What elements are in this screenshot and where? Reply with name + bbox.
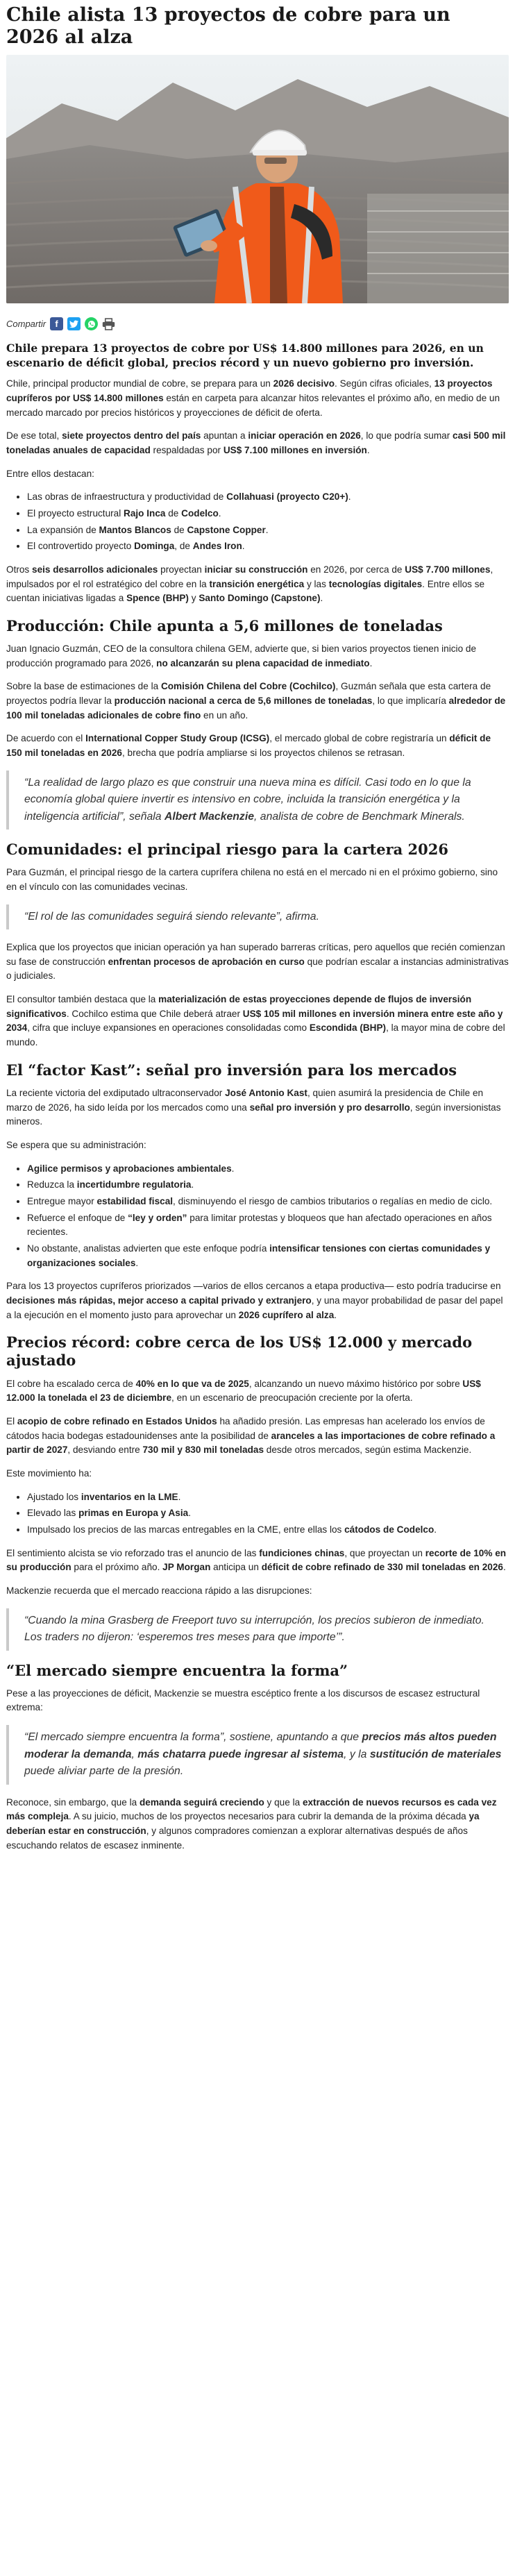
paragraph: De acuerdo con el International Copper Study Group (ICSG), el mercado global de cobre registraría un déficit de 150 mil toneladas en 2026, brecha que podría ampliarse si los proyectos chilenos se retrasan. <box>6 733 491 758</box>
paragraph: Otros seis desarrollos adicionales proyectan iniciar su construcción en 2026, por cerca de US$ 7.700 millones, impulsados por el rol estratégico del cobre en la transición energética y las tecnologías digitales. Entre ellos se cuentan iniciativas ligadas a Spence (BHP) y Santo Domingo (Capstone). <box>6 564 493 604</box>
list-item: • Reduzca la incertidumbre regulatoria. <box>27 1178 509 1193</box>
list-item: • Refuerce el enfoque de “ley y orden” para limitar protestas y bloqueos que han afectado operaciones en años recientes. <box>27 1211 509 1240</box>
paragraph: Para los 13 proyectos cupríferos priorizados —varios de ellos cercanos a etapa productiva— esto podría traducirse en decisiones más rápidas, mejor acceso a capital privado y extranjero, y una mayor probabilidad de pasar del papel a la ejecución en el momento justo para aprovechar un 2026 cuprífero al alza. <box>6 1281 503 1320</box>
quote-mackenzie: “La realidad de largo plazo es que construir una nueva mina es difícil. Casi todo en lo que la economía global quiere invertir es intensivo en cobre, incluida la transición energética y la inteligencia artificial”, señala Albert Mackenzie, analista de cobre de Benchmark Minerals. <box>6 771 509 830</box>
paragraph: De ese total, siete proyectos dentro del país apuntan a iniciar operación en 2026, lo que podría sumar casi 500 mil toneladas anuales de capacidad respaldadas por US$ 7.100 millones en inversión. <box>6 430 506 455</box>
section-heading-production: Producción: Chile apunta a 5,6 millones de toneladas <box>6 616 443 634</box>
list-item: • Agilice permisos y aprobaciones ambientales. <box>27 1162 509 1177</box>
list-item: • Impulsado los precios de las marcas entregables en la CME, entre ellas los cátodos de Codelco. <box>27 1523 509 1538</box>
paragraph: Mackenzie recuerda que el mercado reacciona rápido a las disrupciones: <box>6 1585 312 1596</box>
paragraph: Reconoce, sin embargo, que la demanda seguirá creciendo y que la extracción de nuevos recursos es cada vez más compleja. A su juicio, muchos de los proyectos necesarios para cubrir la demanda de la próxima década ya deberían estar en construcción, y algunos compradores comienzan a explorar alternativas después de años escuchando relatos de escasez inminente. <box>6 1796 497 1851</box>
section-heading-prices: Precios récord: cobre cerca de los US$ 12.000 y mercado ajustado <box>6 1333 473 1370</box>
paragraph: El consultor también destaca que la materialización de estas proyecciones depende de flujos de inversión significativos. Cochilco estima que Chile deberá atraer US$ 105 mil millones en inversión minera entre este año y 2034, cifra que incluye expansiones en operaciones consolidadas como Escondida (BHP), la mayor mina de cobre del mundo. <box>6 994 505 1048</box>
list-item: • Las obras de infraestructura y productividad de Collahuasi (proyecto C20+). <box>27 490 509 505</box>
quote-guzman: “El rol de las comunidades seguirá siendo relevante”, afirma. <box>6 904 509 929</box>
paragraph: Para Guzmán, el principal riesgo de la cartera cuprífera chilena no está en el mercado ni en el próximo gobierno, sino en el vínculo con las comunidades vecinas. <box>6 867 498 893</box>
facebook-icon[interactable]: f <box>50 317 63 330</box>
section-heading-market: “El mercado siempre encuentra la forma” <box>6 1661 348 1679</box>
mine-worker-illustration <box>6 55 509 303</box>
paragraph: Juan Ignacio Guzmán, CEO de la consultora chilena GEM, advierte que, si bien varios proyectos tienen inicio de producción programado para 2026, no alcanzarán su plena capacidad de inmediato. <box>6 643 477 668</box>
section-heading-kast: El “factor Kast”: señal pro inversión para los mercados <box>6 1061 457 1079</box>
list-intro: Entre ellos destacan: <box>6 468 94 479</box>
list-item: • Ajustado los inventarios en la LME. <box>27 1490 509 1505</box>
list-item: • El controvertido proyecto Dominga, de Andes Iron. <box>27 539 509 554</box>
paragraph: El acopio de cobre refinado en Estados Unidos ha añadido presión. Las empresas han acelerado los envíos de cátodos hacia bodegas estadounidenses ante la posibilidad de aranceles a las importaciones de cobre refinado a partir de 2027, desviando entre 730 mil y 830 mil toneladas desde otros mercados, según estima Mackenzie. <box>6 1416 496 1456</box>
paragraph: El sentimiento alcista se vio reforzado tras el anuncio de las fundiciones chinas, que proyectan un recorte de 10% en su producción para el próximo año. JP Morgan anticipa un déficit de cobre refinado de 330 mil toneladas en 2026. <box>6 1547 507 1573</box>
paragraph: Chile, principal productor mundial de cobre, se prepara para un 2026 decisivo. Según cifras oficiales, 13 proyectos cupríferos por US$ 14.800 millones están en carpeta para alcanzar hitos relevantes el próximo año, en medio de un mercado marcado por precios históricos y proyecciones de déficit de oferta. <box>6 378 500 418</box>
share-label: Compartir <box>6 318 47 329</box>
paragraph: Sobre la base de estimaciones de la Comisión Chilena del Cobre (Cochilco), Guzmán señala que esta cartera de proyectos podría llevar la producción nacional a cerca de 5,6 millones de toneladas, lo que implicaría alrededor de 100 mil toneladas adicionales de cobre fino en un año. <box>6 681 506 721</box>
paragraph: Pese a las proyecciones de déficit, Mackenzie se muestra escéptico frente a los discursos de escasez estructural extrema: <box>6 1687 480 1713</box>
twitter-icon[interactable] <box>67 317 81 330</box>
list-item: • La expansión de Mantos Blancos de Capstone Copper. <box>27 523 509 538</box>
quote-grasberg: “Cuando la mina Grasberg de Freeport tuvo su interrupción, los precios subieron de inmediato. Los traders no dijeron: ‘esperemos tres meses para que importe’”. <box>6 1608 509 1651</box>
share-bar <box>6 317 509 331</box>
list-item: • Elevado las primas en Europa y Asia. <box>27 1506 509 1521</box>
quote-market: “El mercado siempre encuentra la forma”, sostiene, apuntando a que precios más altos pueden moderar la demanda, más chatarra puede ingresar al sistema, y la sustitución de materiales puede aliviar parte de la presión. <box>6 1725 509 1784</box>
list-item: • Entregue mayor estabilidad fiscal, disminuyendo el riesgo de cambios tributarios o regalías en medio de ciclo. <box>27 1195 509 1209</box>
article-title: Chile alista 13 proyectos de cobre para un 2026 al alza <box>6 4 450 49</box>
administration-list <box>6 1162 509 1271</box>
paragraph: Explica que los proyectos que inician operación ya han superado barreras críticas, pero aquellos que recién comienzan su fase de construcción enfrentan procesos de aprobación en curso que podrían escalar a instancias administrativas o judiciales. <box>6 942 509 982</box>
list-intro: Se espera que su administración: <box>6 1139 146 1150</box>
article-lead: Chile prepara 13 proyectos de cobre por US$ 14.800 millones para 2026, en un escenario de déficit global, precios récord y un nuevo gobierno pro inversión. <box>6 341 484 369</box>
paragraph: El cobre ha escalado cerca de 40% en lo que va de 2025, alcanzando un nuevo máximo histórico por sobre US$ 12.000 la tonelada el 23 de diciembre, en un escenario de preocupación creciente por la oferta. <box>6 1378 481 1404</box>
list-item: • El proyecto estructural Rajo Inca de Codelco. <box>27 507 509 521</box>
projects-list <box>6 490 509 554</box>
print-icon[interactable] <box>102 317 115 330</box>
hero-image-mine-worker <box>6 55 509 303</box>
whatsapp-icon[interactable] <box>85 317 98 330</box>
paragraph: La reciente victoria del exdiputado ultraconservador José Antonio Kast, quien asumirá la presidencia de Chile en marzo de 2026, ha sido leída por los mercados como una señal pro inversión y pro desarrollo, según inversionistas mineros. <box>6 1088 501 1127</box>
section-heading-communities: Comunidades: el principal riesgo para la cartera 2026 <box>6 841 449 859</box>
list-intro: Este movimiento ha: <box>6 1467 92 1479</box>
market-effects-list <box>6 1490 509 1538</box>
list-item: • No obstante, analistas advierten que este enfoque podría intensificar tensiones con ciertas comunidades y organizaciones sociales. <box>27 1242 509 1270</box>
